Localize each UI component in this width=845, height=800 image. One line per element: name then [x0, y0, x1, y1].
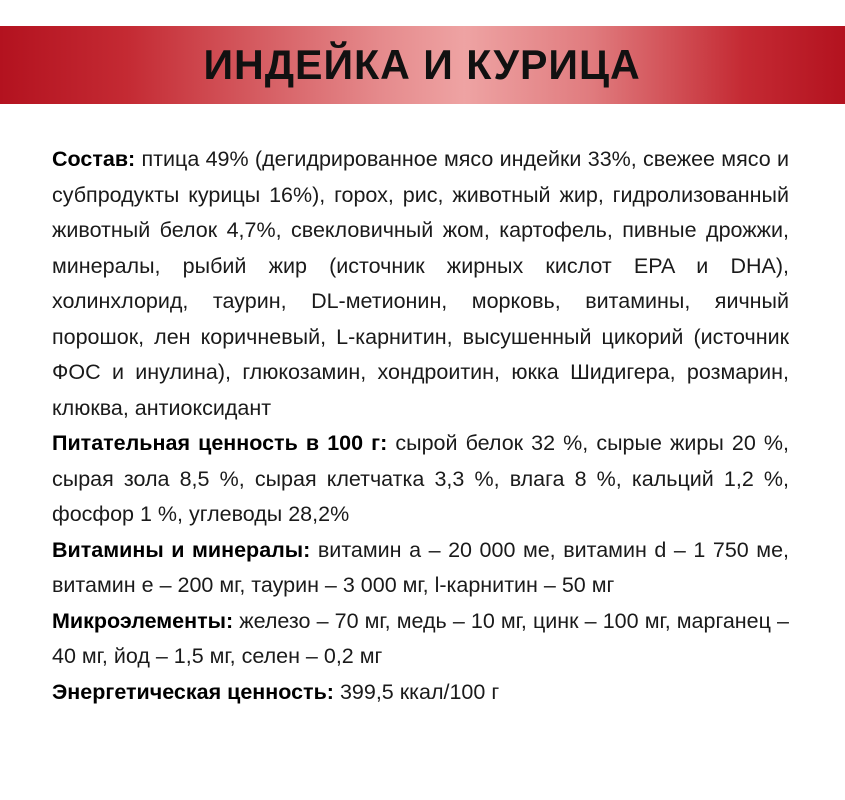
title-banner — [0, 26, 845, 104]
microelements-label: Микроэлементы: — [52, 608, 234, 633]
vitamins-text: витамин а – 20 000 ме, витамин d – 1 750 ме, витамин е – 200 мг, таурин – 3 000 мг, l-карнитин – 50 мг — [52, 537, 790, 597]
vitamins-paragraph — [52, 533, 789, 604]
composition-text: птица 49% (дегидрированное мясо индейки 33%, свежее мясо и субпродукты курицы 16%), горох, рис, животный жир, гидролизованный животный белок 4,7%, свекловичный жом, картофель, пивные дрожжи, минералы, рыбий жир (источник жирных кислот EPA и DHA), холинхлорид, таурин, DL-метионин, морковь, витамины, яичный порошок, лен коричневый, L-карнитин, высушенный цикорий (источник ФОС и инулина), глюкозамин, хондроитин, юкка Шидигера, розмарин, клюква, антиоксидант — [52, 147, 789, 420]
nutrition-text: сырой белок 32 %, сырые жиры 20 %, сырая зола 8,5 %, сырая клетчатка 3,3 %, влага 8 %, кальций 1,2 %, фосфор 1 %, углеводы 28,2% — [52, 431, 789, 526]
composition-content — [0, 104, 845, 710]
composition-label: Состав: — [52, 147, 136, 171]
nutrition-label: Питательная ценность в 100 г: — [52, 431, 388, 455]
microelements-text: железо – 70 мг, медь – 10 мг, цинк – 100 мг, марганец – 40 мг, йод – 1,5 мг, селен – 0,2 мг — [52, 608, 789, 668]
vitamins-label: Витамины и минералы: — [52, 537, 311, 562]
microelements-paragraph — [52, 604, 789, 675]
energy-text: 399,5 ккал/100 г — [333, 679, 500, 704]
composition-paragraph — [52, 142, 789, 426]
page-title: ИНДЕЙКА И КУРИЦА — [203, 41, 642, 88]
energy-paragraph — [52, 675, 789, 711]
nutrition-paragraph — [52, 426, 789, 533]
energy-label: Энергетическая ценность: — [52, 679, 334, 704]
top-spacer — [0, 0, 845, 26]
